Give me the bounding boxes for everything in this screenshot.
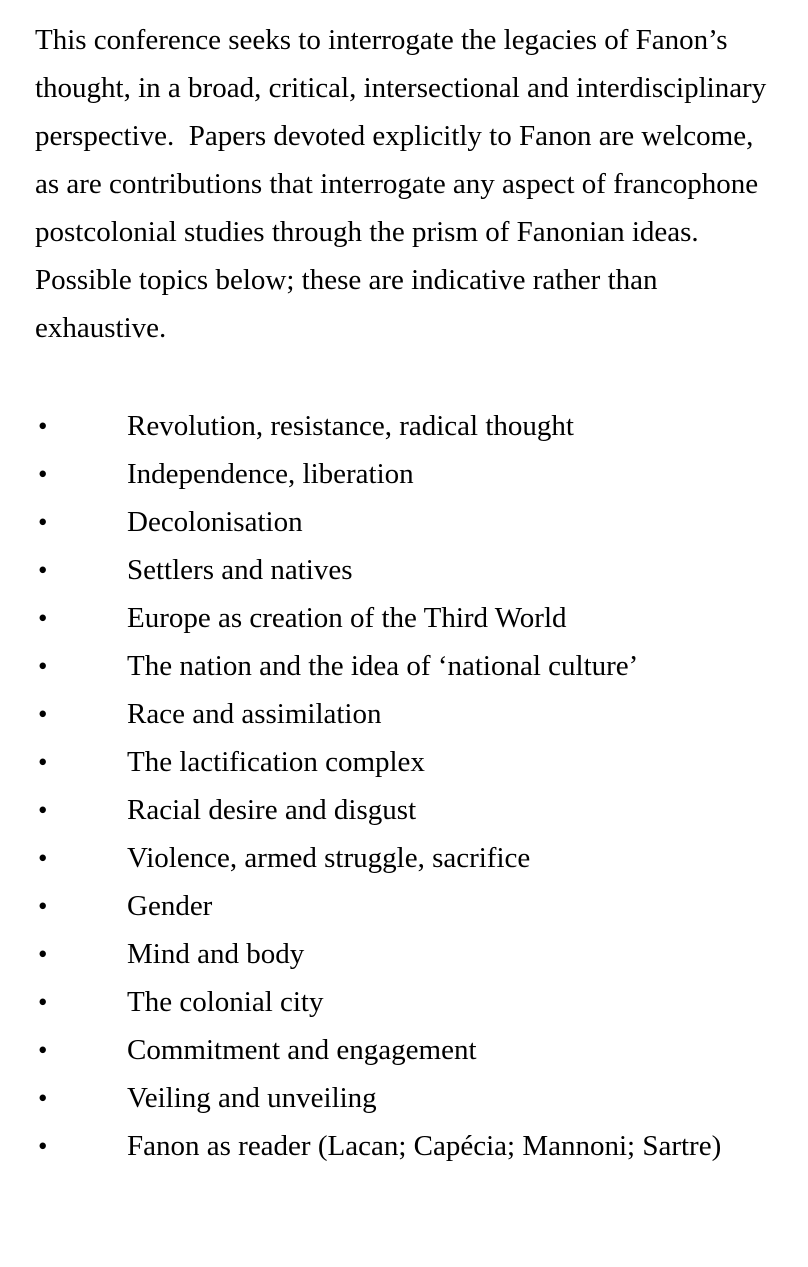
bullet-icon: • <box>38 507 48 537</box>
list-item <box>35 642 778 690</box>
bullet-icon: • <box>38 699 48 729</box>
list-item <box>35 690 778 738</box>
topic-label: Veiling and unveiling <box>127 1082 377 1114</box>
topic-label: Racial desire and disgust <box>127 794 417 826</box>
bullet-icon: • <box>38 603 48 633</box>
topic-label: Fanon as reader (Lacan; Capécia; Mannoni; Sartre) <box>127 1130 722 1162</box>
bullet-icon: • <box>38 411 48 441</box>
list-item <box>35 882 778 930</box>
topic-label: Gender <box>127 890 213 922</box>
topic-label: Decolonisation <box>127 506 303 538</box>
topic-label: Commitment and engagement <box>127 1034 477 1066</box>
list-item <box>35 1026 778 1074</box>
topic-label: Europe as creation of the Third World <box>127 602 567 634</box>
topic-label: Settlers and natives <box>127 554 353 586</box>
list-item <box>35 834 778 882</box>
list-item <box>35 786 778 834</box>
bullet-icon: • <box>38 891 48 921</box>
bullet-icon: • <box>38 747 48 777</box>
list-item <box>35 402 778 450</box>
list-item <box>35 594 778 642</box>
bullet-icon: • <box>38 459 48 489</box>
bullet-icon: • <box>38 1035 48 1065</box>
bullet-icon: • <box>38 1131 48 1161</box>
bullet-icon: • <box>38 987 48 1017</box>
list-item <box>35 498 778 546</box>
topic-label: Mind and body <box>127 938 305 970</box>
list-item <box>35 738 778 786</box>
topic-label: The nation and the idea of ‘national culture’ <box>127 650 639 682</box>
bullet-icon: • <box>38 651 48 681</box>
topic-label: Revolution, resistance, radical thought <box>127 410 574 442</box>
intro-paragraph: This conference seeks to interrogate the legacies of Fanon’s thought, in a broad, critical, intersectional and interdisciplinary perspective. Papers devoted explicitly to Fanon are welcome, as are contributions that interrogate any aspect of francophone postcolonial studies through the prism of Fanonian ideas. Possible topics below; these are indicative rather than exhaustive. <box>35 24 774 344</box>
list-item <box>35 930 778 978</box>
bullet-icon: • <box>38 1083 48 1113</box>
topic-label: The lactification complex <box>127 746 425 778</box>
bullet-icon: • <box>38 795 48 825</box>
topic-label: Violence, armed struggle, sacrifice <box>127 842 531 874</box>
topic-label: The colonial city <box>127 986 324 1018</box>
bullet-icon: • <box>38 843 48 873</box>
topics-list <box>35 402 778 1170</box>
bullet-icon: • <box>38 555 48 585</box>
list-item <box>35 450 778 498</box>
topic-label: Independence, liberation <box>127 458 414 490</box>
topic-label: Race and assimilation <box>127 698 382 730</box>
list-item <box>35 1122 778 1170</box>
list-item <box>35 546 778 594</box>
list-item <box>35 1074 778 1122</box>
bullet-icon: • <box>38 939 48 969</box>
list-item <box>35 978 778 1026</box>
